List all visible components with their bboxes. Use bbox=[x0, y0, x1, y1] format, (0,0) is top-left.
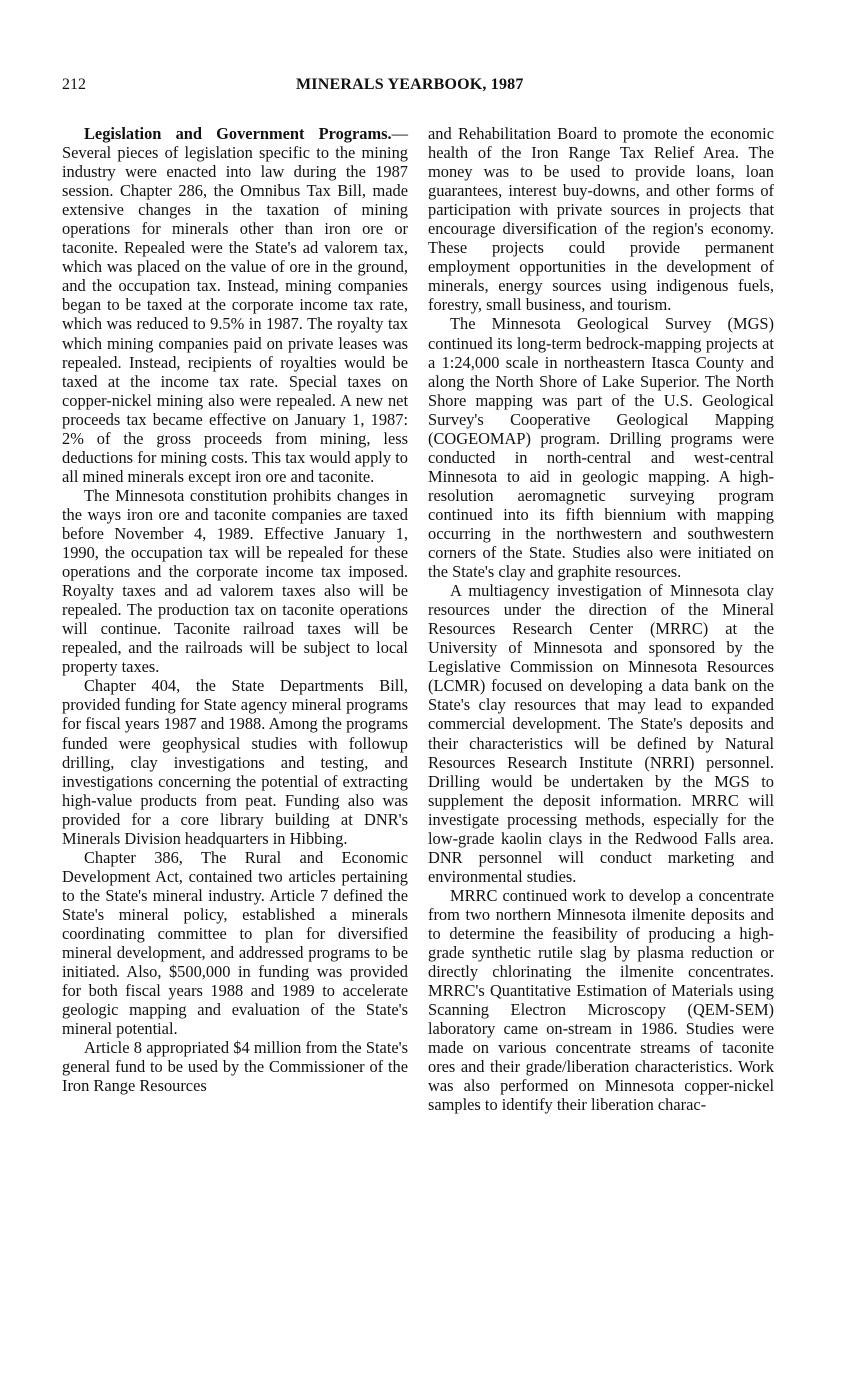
section-heading: Legislation and Government Programs. bbox=[84, 124, 392, 143]
paragraph-text: —Several pieces of legislation specific to the mining industry were enacted into law during the 1987 session. Chapter 286, the Omnibus Tax Bill, made extensive changes in the taxation of mining operations for minerals other than iron ore or taconite. Repealed were the State's ad valorem tax, which was placed on the value of ore in the ground, and the occupation tax. Instead, mining companies began to be taxed at the corporate income tax rate, which was reduced to 9.5% in 1987. The royalty tax which mining companies paid on private leases was repealed. Instead, recipients of royalties would be taxed at the income tax rate. Special taxes on copper-nickel mining also were repealed. A new net proceeds tax became effective on January 1, 1987: 2% of the gross proceeds from mining, less deductions for mining costs. This tax would apply to all mined minerals except iron ore and taconite. bbox=[62, 124, 408, 486]
paragraph-legislation bbox=[62, 124, 408, 486]
right-column bbox=[428, 124, 774, 1114]
paragraph-clay-investigation: A multiagency investigation of Minnesota clay resources under the direction of the Mineral Resources Research Center (MRRC) at the University of Minnesota and sponsored by the Legislative Commission on Minnesota Resources (LCMR) focused on developing a data bank on the State's clay resources that may lead to expanded commercial development. The State's deposits and their characteristics will be defined by Natural Resources Research Institute (NRRI) personnel. Drilling would be undertaken by the MGS to supplement the deposit information. MRRC will investigate processing methods, especially for the low-grade kaolin clays in the Redwood Falls area. DNR personnel will conduct marketing and environmental studies. bbox=[428, 581, 774, 886]
left-column bbox=[62, 124, 408, 1095]
paragraph-chapter-404: Chapter 404, the State Departments Bill, provided funding for State agency mineral programs for fiscal years 1987 and 1988. Among the programs funded were geophysical studies with followup drilling, clay investigations and testing, and investigations concerning the potential of extracting high-value products from peat. Funding also was provided for a core library building at DNR's Minerals Division headquarters in Hibbing. bbox=[62, 676, 408, 848]
paragraph-constitution: The Minnesota constitution prohibits changes in the ways iron ore and taconite companies are taxed before November 4, 1989. Effective January 1, 1990, the occupation tax will be repealed for these operations and the corporate income tax imposed. Royalty taxes and ad valorem taxes also will be repealed. The production tax on taconite operations will continue. Taconite railroad taxes will be repealed, and the railroads will be subject to local property taxes. bbox=[62, 485, 408, 677]
paragraph-article-8-continued: and Rehabilitation Board to promote the economic health of the Iron Range Tax Relief Area. The money was to be used to provide loans, loan guarantees, interest buy-downs, and other forms of participation with private sources in projects that encourage diversification of the region's economy. These projects could provide permanent employment opportunities in the development of minerals, energy sources using indigenous fuels, forestry, small business, and tourism. bbox=[428, 124, 774, 315]
page-number: 212 bbox=[62, 76, 86, 93]
paragraph-article-8: Article 8 appropriated $4 million from the State's general fund to be used by the Commissioner of the Iron Range Resources bbox=[62, 1038, 408, 1096]
paragraph-mgs: The Minnesota Geological Survey (MGS) continued its long-term bedrock-mapping projects at a 1:24,000 scale in northeastern Itasca County and along the North Shore of Lake Superior. The North Shore mapping was part of the U.S. Geological Survey's Cooperative Geological Mapping (COGEOMAP) program. Drilling programs were conducted in north-central and west-central Minnesota to aid in geologic mapping. A high-resolution aeromagnetic surveying program continued into its fifth biennium with mapping occurring in the northwestern and southwestern corners of the State. Studies also were initiated on the State's clay and graphite resources. bbox=[428, 314, 774, 582]
paragraph-chapter-386: Chapter 386, The Rural and Economic Development Act, contained two articles pertaining to the State's mineral industry. Article 7 defined the State's mineral policy, established a minerals coordinating committee to plan for diversified mineral development, and addressed programs to be initiated. Also, $500,000 in funding was provided for both fiscal years 1988 and 1989 to accelerate geologic mapping and evaluation of the State's mineral potential. bbox=[62, 847, 408, 1039]
page-header bbox=[0, 76, 867, 98]
running-head: MINERALS YEARBOOK, 1987 bbox=[296, 76, 524, 93]
paragraph-mrrc: MRRC continued work to develop a concentrate from two northern Minnesota ilmenite deposits and to determine the feasibility of producing a high-grade synthetic rutile slag by plasma reduction or directly chlorinating the ilmenite concentrates. MRRC's Quantitative Estimation of Materials using Scanning Electron Microscopy (QEM-SEM) laboratory came on-stream in 1986. Studies were made on various concentrate streams of taconite ores and their grade/liberation characteristics. Work was also performed on Minnesota copper-nickel samples to identify their liberation charac- bbox=[428, 885, 774, 1115]
